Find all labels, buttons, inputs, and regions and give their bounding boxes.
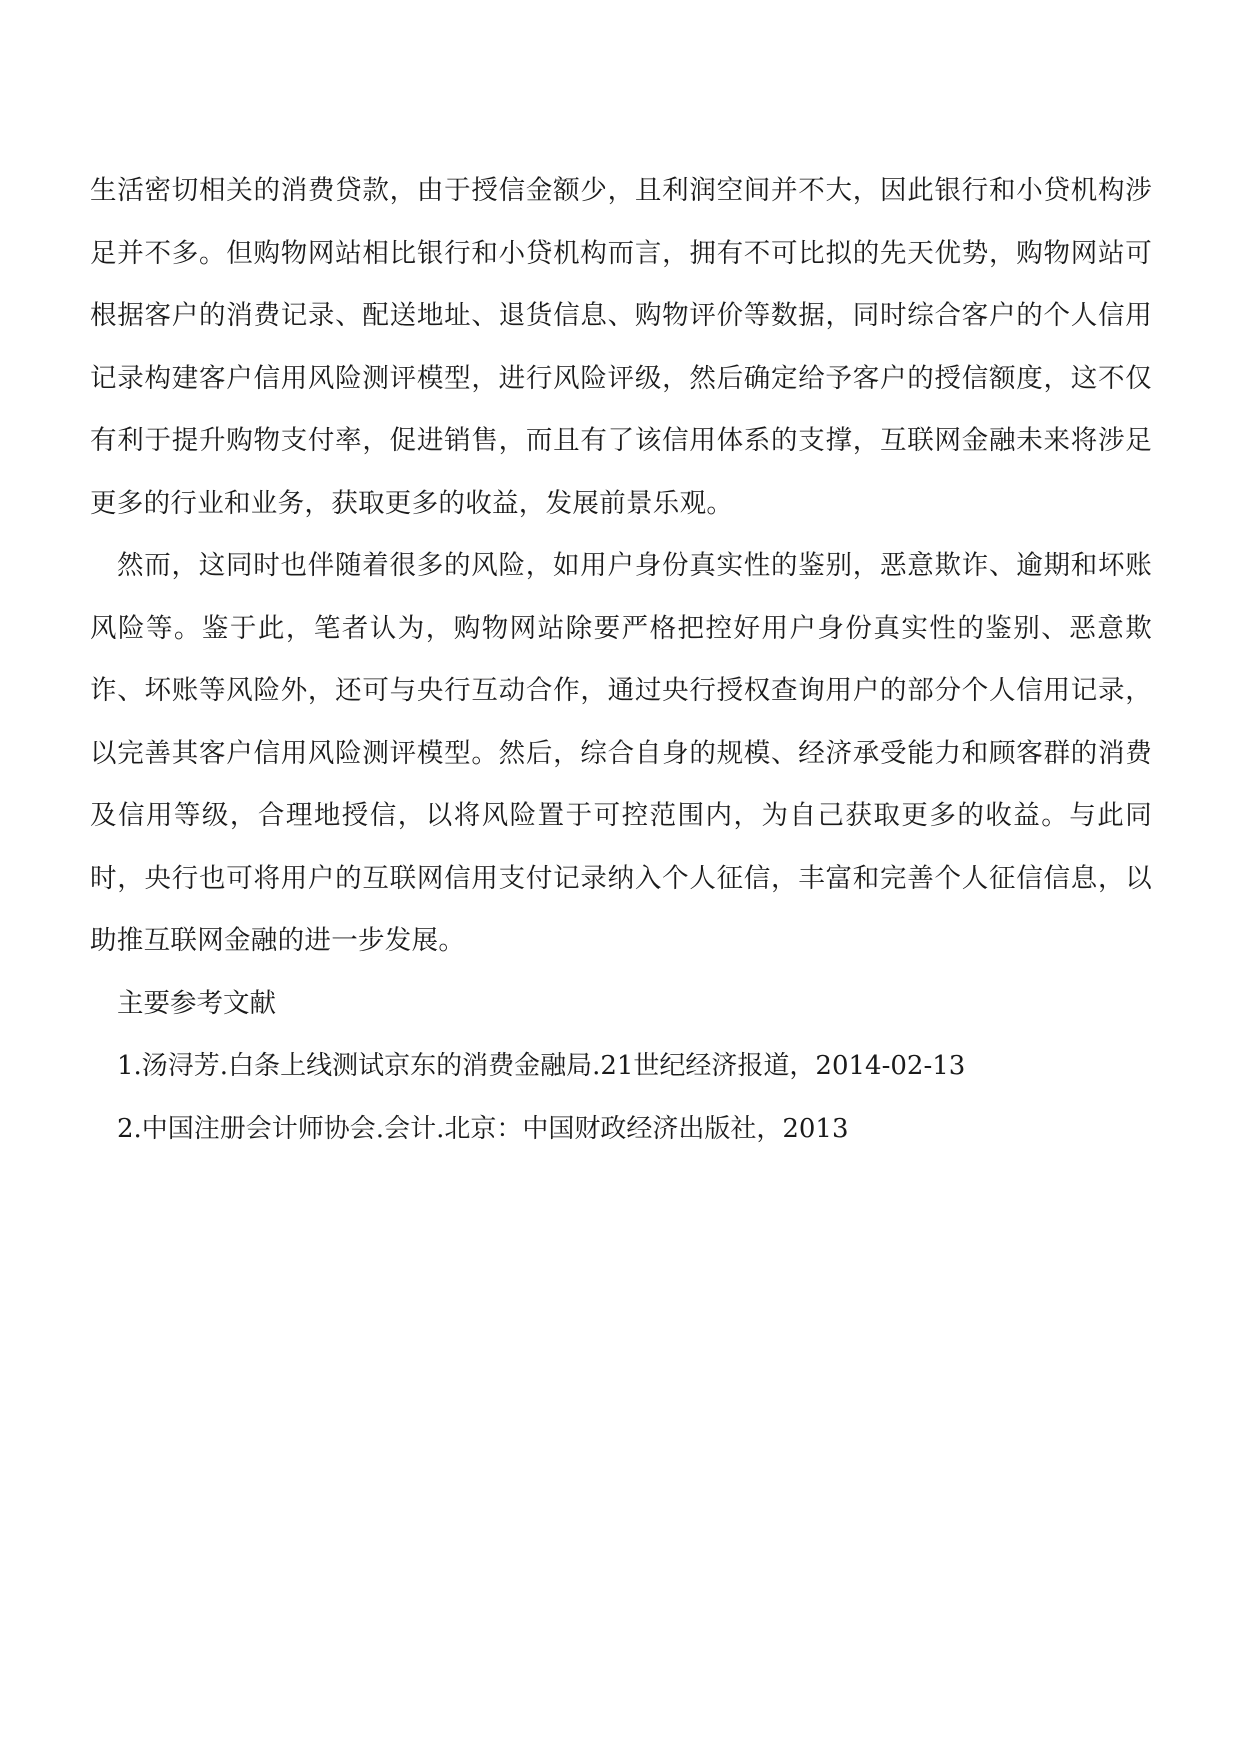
references-list: [90, 1035, 1152, 1160]
body-paragraph-1: 生活密切相关的消费贷款，由于授信金额少，且利润空间并不大，因此银行和小贷机构涉足并不多。但购物网站相比银行和小贷机构而言，拥有不可比拟的先天优势，购物网站可根据客户的消费记录、配送地址、退货信息、购物评价等数据，同时综合客户的个人信用记录构建客户信用风险测评模型，进行风险评级，然后确定给予客户的授信额度，这不仅有利于提升购物支付率，促进销售，而且有了该信用体系的支撑，互联网金融未来将涉足更多的行业和业务，获取更多的收益，发展前景乐观。: [90, 175, 1152, 519]
document-page: [90, 160, 1152, 1160]
body-paragraph-2: 然而，这同时也伴随着很多的风险，如用户身份真实性的鉴别，恶意欺诈、逾期和坏账风险等。鉴于此，笔者认为，购物网站除要严格把控好用户身份真实性的鉴别、恶意欺诈、坏账等风险外，还可与央行互动合作，通过央行授权查询用户的部分个人信用记录，以完善其客户信用风险测评模型。然后，综合自身的规模、经济承受能力和顾客群的消费及信用等级，合理地授信，以将风险置于可控范围内，为自己获取更多的收益。与此同时，央行也可将用户的互联网信用支付记录纳入个人征信，丰富和完善个人征信信息，以助推互联网金融的进一步发展。: [90, 550, 1152, 956]
reference-item-2: 2.中国注册会计师协会.会计.北京：中国财政经济出版社，2013: [117, 1113, 849, 1144]
reference-item-1: 1.汤浔芳.白条上线测试京东的消费金融局.21世纪经济报道，2014-02-13: [117, 1051, 966, 1081]
references-heading: 主要参考文献: [117, 987, 276, 1019]
